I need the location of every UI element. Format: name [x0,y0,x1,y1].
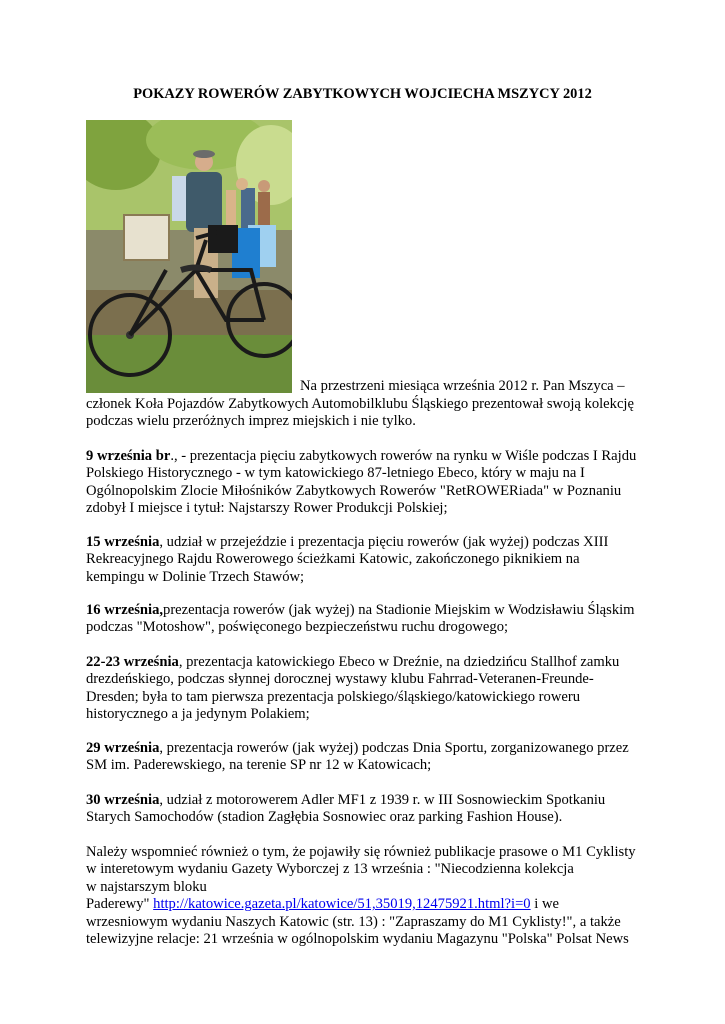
document-title: POKAZY ROWERÓW ZABYTKOWYCH WOJCIECHA MSZYCY 2012 [133,86,592,102]
photo-illustration [86,120,292,393]
event-date: 30 września [86,792,160,808]
event-text: , prezentacja rowerów (jak wyżej) podczas Dnia Sportu, zorganizowanego przez [159,740,629,756]
closing-paragraph [86,844,666,948]
event-text: , prezentacja katowickiego Ebeco w Dreźnie, na dziedzińcu Stallhof zamku [178,654,620,670]
intro-line-3: podczas wielu przeróżnych imprez miejskich i nie tylko. [86,413,416,430]
event-text: , udział w przejeździe i prezentacja pięciu rowerów (jak wyżej) podczas XIII [159,534,609,550]
closing-line-2: w interetowym wydaniu Gazety Wyborczej z 13 września : "Niecodzienna kolekcja [86,861,574,878]
event-text: Starych Samochodów (stadion Zagłębia Sosnowiec oraz parking Fashion House). [86,809,563,826]
event-text: drezdeńskiego, podczas słynnej dorocznej wystawy klubu Fahrrad-Veteranen-Freunde- [86,671,594,688]
event-text: kempingu w Dolinie Trzech Stawów; [86,568,305,585]
event-text: , udział z motorowerem Adler MF1 z 1939 r. w III Sosnowieckim Spotkaniu [159,792,606,808]
event-date: 22-23 września [86,654,179,670]
event-text: prezentacja rowerów (jak wyżej) na Stadionie Miejskim w Wodzisławiu Śląskim [163,602,635,618]
event-paragraph [86,602,646,637]
intro-line-1: Na przestrzeni miesiąca września 2012 r. Pan Mszyca – [300,378,625,394]
intro-continuation [86,396,646,431]
event-paragraph [86,534,646,586]
article-link[interactable]: http://katowice.gazeta.pl/katowice/51,35019,12475921.html?i=0 [153,896,531,913]
event-paragraph [86,448,646,518]
closing-line-4-suffix: i we [530,896,559,913]
event-paragraph [86,792,646,827]
event-date: 29 września [86,740,160,756]
event-text: Rekreacyjnego Rajdu Rowerowego ścieżkami Katowic, zakończonego piknikiem na [86,551,580,568]
closing-line-4-prefix: Paderewy" [86,896,154,913]
event-text: Polskiego Historycznego - w tym katowickiego 87-letniego Ebeco, który w maju na I [86,465,585,482]
event-text: historycznego a ja jedynym Polakiem; [86,706,310,723]
closing-line-3: w najstarszym bloku [86,878,207,895]
event-text: ., - prezentacja pięciu zabytkowych rowerów na rynku w Wiśle podczas I Rajdu [170,448,637,464]
event-paragraph [86,654,646,724]
closing-line-5: wrzesniowym wydaniu Naszych Katowic (str. 13) : "Zapraszamy do M1 Cyklisty!", a także [86,913,621,930]
event-paragraph [86,740,646,775]
event-text: podczas "Motoshow", poświęconego bezpieczeństwu ruchu drogowego; [86,619,509,636]
event-date: 16 września, [86,602,164,618]
event-date: 9 września br [86,448,171,464]
event-text: SM im. Paderewskiego, na terenie SP nr 12 w Katowicach; [86,757,432,774]
event-text: zdobył I miejsce i tytuł: Najstarszy Rower Produkcji Polskiej; [86,500,448,517]
event-date: 15 września [86,534,160,550]
intro-line-2: członek Koła Pojazdów Zabytkowych Automobilklubu Śląskiego prezentował swoją kolekcję [86,396,634,412]
photo-man-with-vintage-bicycle [86,120,292,393]
closing-line-6: telewizyjne relacje: 21 września w ogólnopolskim wydaniu Magazynu "Polska" Polsat News [86,931,629,948]
closing-line-1: Należy wspomnieć również o tym, że pojawiły się również publikacje prasowe o M1 Cyklisty [86,844,636,860]
event-text: Dresden; była to tam pierwsza prezentacja polskiego/śląskiego/katowickiego roweru [86,688,580,705]
event-text: Ogólnopolskim Zlocie Miłośników Zabytkowych Rowerów "RetROWERiada" w Poznaniu [86,482,622,499]
